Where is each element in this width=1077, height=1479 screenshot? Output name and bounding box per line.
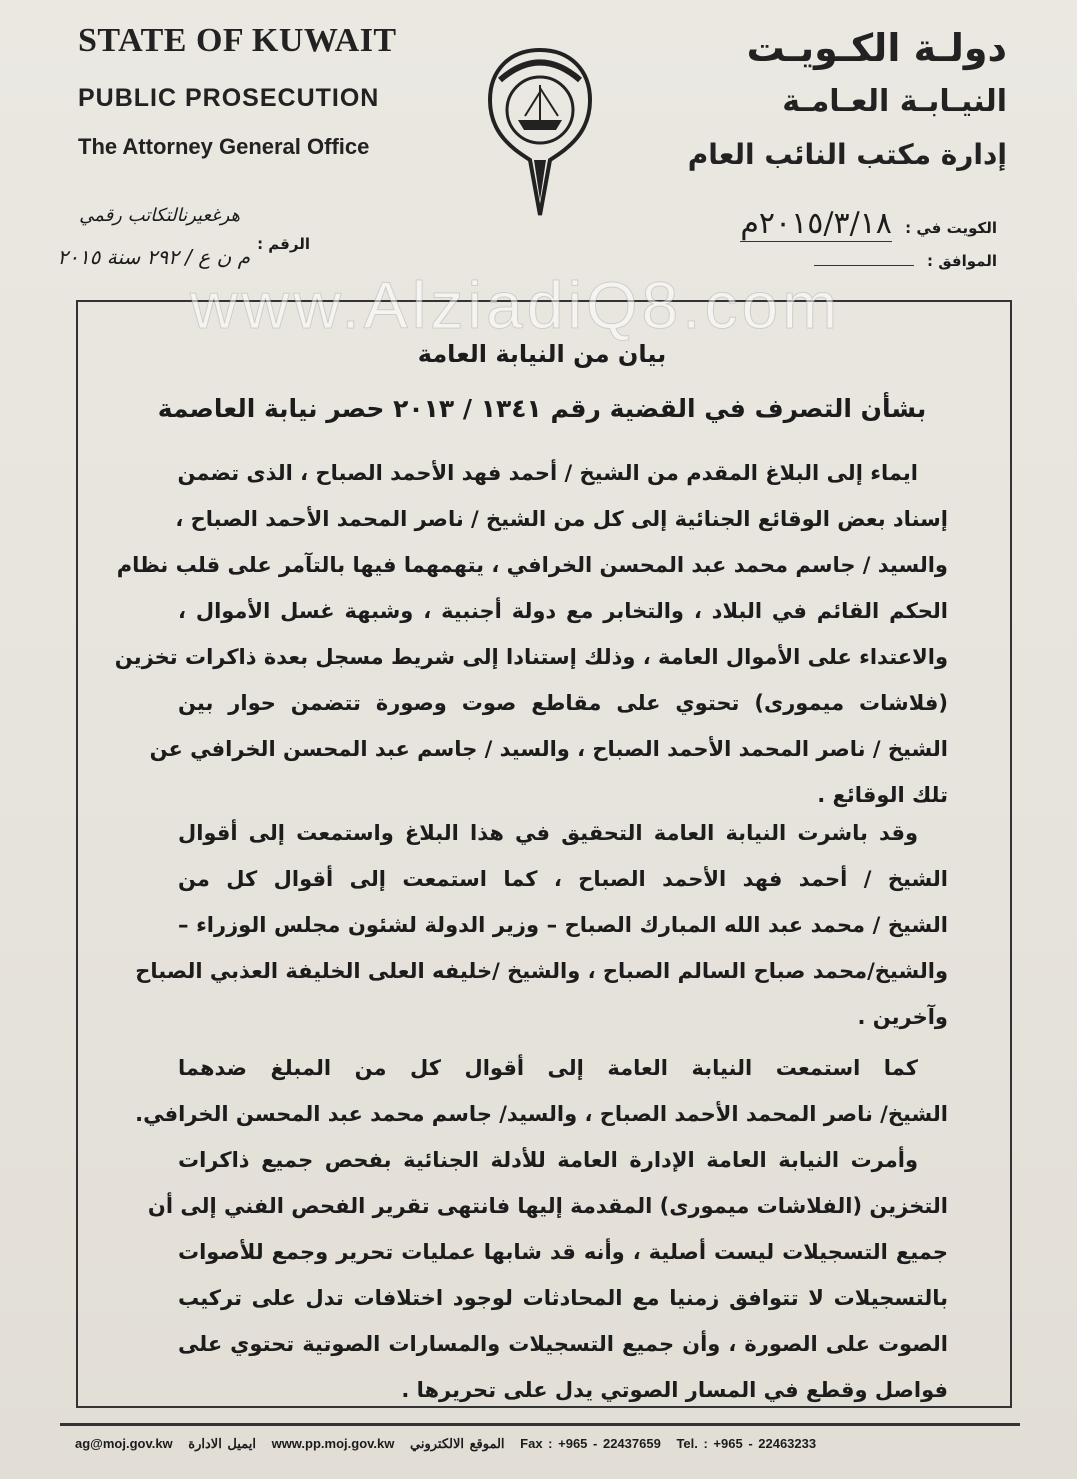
paragraph-line: الشيخ / أحمد فهد الأحمد الصباح ، كما استمعت إلى أقوال كل من xyxy=(178,867,948,891)
statement-subtitle: بشأن التصرف في القضية رقم ١٣٤١ / ٢٠١٣ حصر نيابة العاصمة xyxy=(157,394,927,423)
footer-website: www.pp.moj.gov.kw xyxy=(271,1436,395,1451)
corresponding-blank xyxy=(814,265,914,266)
header-en-office: The Attorney General Office xyxy=(78,134,370,159)
paragraph-line: الصوت على الصورة ، وأن جميع التسجيلات والمسارات الصوتية تحتوي على xyxy=(178,1332,948,1356)
header-en-state: STATE OF KUWAIT xyxy=(78,22,397,59)
watermark: www.AlziadiQ8.com xyxy=(190,268,842,342)
ref-handwritten-line-2: م ن ع / ٢٩٢ سنة ٢٠١٥ xyxy=(57,245,250,269)
paragraph-line: فواصل وقطع في المسار الصوتي يدل على تحريرها . xyxy=(401,1378,948,1402)
paragraph-line: إسناد بعض الوقائع الجنائية إلى كل من الشيخ / ناصر المحمد الأحمد الصباح ، xyxy=(175,507,948,531)
paragraph-1 xyxy=(114,450,948,818)
footer-fax: Fax : +965 - 22437659 xyxy=(520,1436,661,1451)
paragraph-line: وأمرت النيابة العامة الإدارة العامة للأدلة الجنائية بفحص جميع ذاكرات xyxy=(178,1148,918,1172)
paragraph-line: (فلاشات ميمورى) تحتوي على مقاطع صوت وصورة تتضمن حوار بين xyxy=(178,691,948,715)
corresponding-row xyxy=(814,252,997,270)
paragraph-line: ايماء إلى البلاغ المقدم من الشيخ / أحمد فهد الأحمد الصباح ، الذى تضمن xyxy=(177,461,918,485)
paragraph-3 xyxy=(135,1045,948,1137)
paragraph-line: الحكم القائم في البلاد ، والتخابر مع دولة أجنبية ، وشبهة غسل الأموال ، xyxy=(178,599,948,623)
paragraph-2 xyxy=(135,810,948,1040)
footer-tel: Tel. : +965 - 22463233 xyxy=(676,1436,817,1451)
ref-label: الرقم : xyxy=(257,235,310,253)
paragraph-line: كما استمعت النيابة العامة إلى أقوال كل من المبلغ ضدهما xyxy=(178,1056,918,1080)
paragraph-line: الشيخ / محمد عبد الله المبارك الصباح – وزير الدولة لشئون مجلس الوزراء – xyxy=(178,913,948,937)
date-row xyxy=(740,206,997,242)
paragraph-line: الشيخ/ ناصر المحمد الأحمد الصباح ، والسيد/ جاسم محمد عبد المحسن الخرافي. xyxy=(135,1102,948,1126)
corresponding-label: الموافق : xyxy=(927,252,997,270)
paragraph-line: جميع التسجيلات ليست أصلية ، وأنه قد شابها عمليات تحرير وجمع للأصوات xyxy=(178,1240,948,1264)
date-value: ٢٠١٥/٣/١٨م xyxy=(740,206,892,241)
paragraph-line: وقد باشرت النيابة العامة التحقيق في هذا البلاغ واستمعت إلى أقوال xyxy=(178,821,918,845)
kuwait-emblem-icon xyxy=(470,40,610,220)
footer-email-label: ايميل الادارة xyxy=(188,1436,256,1451)
header-ar-department: النيـابـة العـامـة xyxy=(782,84,1007,119)
paragraph-line: الشيخ / ناصر المحمد الأحمد الصباح ، والسيد / جاسم عبد المحسن الخرافي عن xyxy=(149,737,948,761)
paragraph-4 xyxy=(147,1137,948,1413)
header-ar-office: إدارة مكتب النائب العام xyxy=(687,138,1007,171)
footer-email: ag@moj.gov.kw xyxy=(75,1436,173,1451)
paragraph-line: تلك الوقائع . xyxy=(817,783,948,807)
paragraph-line: وآخرين . xyxy=(857,1005,948,1029)
paragraph-line: والشيخ/محمد صباح السالم الصباح ، والشيخ /خليفه العلى الخليفة العذبي الصباح xyxy=(135,959,948,983)
statement-title: بيان من النيابة العامة xyxy=(417,340,667,368)
paragraph-line: التخزين (الفلاشات ميمورى) المقدمة إليها فانتهى تقرير الفحص الفني إلى أن xyxy=(147,1194,948,1218)
paragraph-line: والسيد / جاسم محمد عبد المحسن الخرافي ، يتهمهما فيها بالتآمر على قلب نظام xyxy=(116,553,948,577)
date-label: الكويت في : xyxy=(905,219,997,237)
paragraph-line: والاعتداء على الأموال العامة ، وذلك إستنادا إلى شريط مسجل بعدة ذاكرات تخزين xyxy=(114,645,948,669)
footer-divider xyxy=(60,1423,1020,1426)
paragraph-line: بالتسجيلات لا تتوافق زمنيا مع المحادثات لوجود اختلافات تدل على تركيب xyxy=(178,1286,948,1310)
header-ar-state: دولـة الكـويـت xyxy=(746,26,1007,70)
footer-contact xyxy=(75,1436,826,1452)
ref-handwritten-line-1: هرغعيرنالتكاتب رقمي xyxy=(79,205,240,226)
footer-website-label: الموقع الالكتروني xyxy=(410,1436,505,1451)
header-en-department: PUBLIC PROSECUTION xyxy=(78,84,380,112)
